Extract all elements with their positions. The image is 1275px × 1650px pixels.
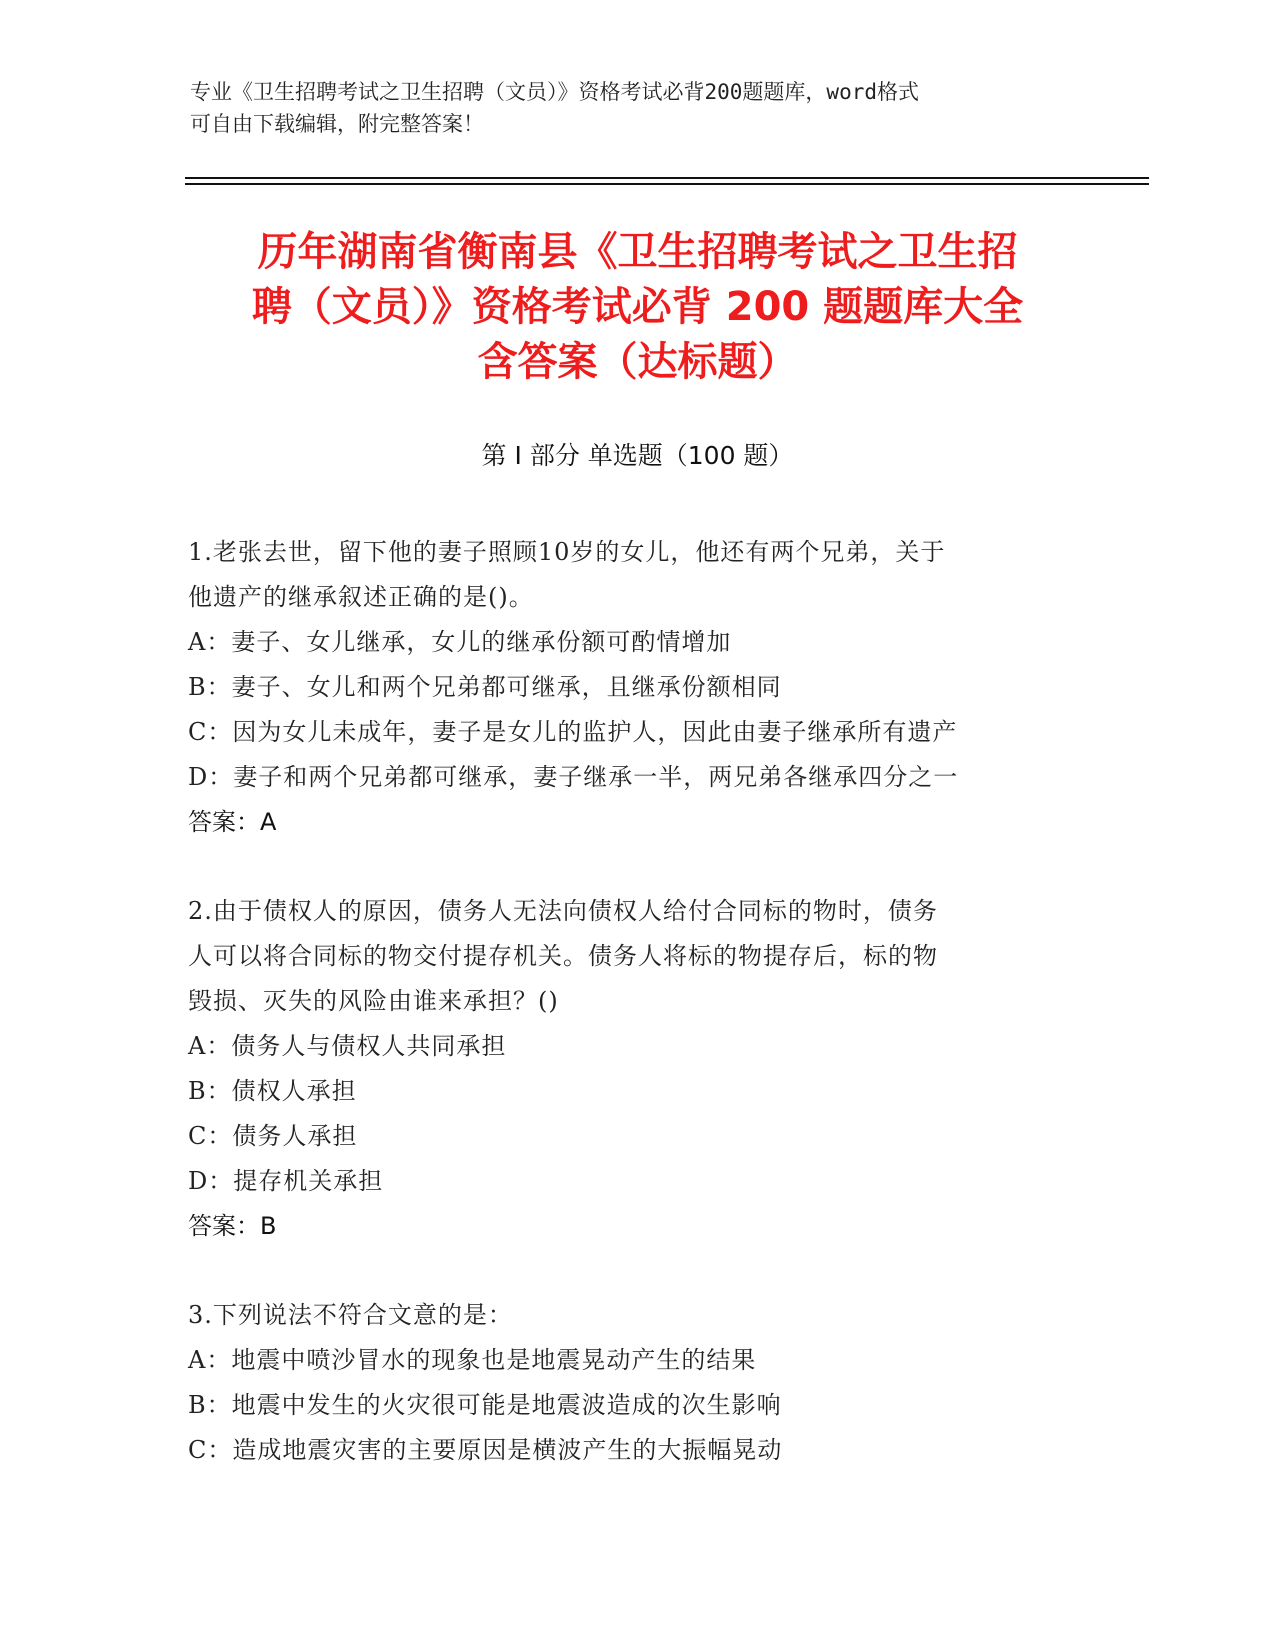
answer: 答案：B (188, 1212, 277, 1240)
question-stem: 毁损、灭失的风险由谁来承担？() (188, 987, 559, 1015)
header-note (190, 76, 1070, 140)
question-stem: 人可以将合同标的物交付提存机关。债务人将标的物提存后，标的物 (188, 942, 938, 970)
option-b: B：妻子、女儿和两个兄弟都可继承，且继承份额相同 (188, 673, 782, 701)
section-title: 第 I 部分 单选题（100 题） (481, 441, 794, 470)
question-list (188, 530, 1068, 1517)
question-2 (188, 889, 1068, 1249)
header-divider (185, 183, 1149, 185)
option-c: C：因为女儿未成年，妻子是女儿的监护人，因此由妻子继承所有遗产 (188, 718, 958, 746)
question-stem: 他遗产的继承叙述正确的是()。 (188, 583, 534, 611)
option-b: B：地震中发生的火灾很可能是地震波造成的次生影响 (188, 1391, 782, 1419)
answer: 答案：A (188, 808, 277, 836)
title-line: 历年湖南省衡南县《卫生招聘考试之卫生招 (257, 229, 1018, 275)
option-a: A：地震中喷沙冒水的现象也是地震晃动产生的结果 (188, 1346, 757, 1374)
title-line: 含答案（达标题） (477, 339, 798, 385)
document-title (195, 225, 1080, 390)
question-stem: 1.老张去世，留下他的妻子照顾10岁的女儿，他还有两个兄弟，关于 (188, 538, 946, 566)
option-c: C：造成地震灾害的主要原因是横波产生的大振幅晃动 (188, 1436, 783, 1464)
question-stem: 2.由于债权人的原因，债务人无法向债权人给付合同标的物时，债务 (188, 897, 938, 925)
option-d: D：提存机关承担 (188, 1167, 384, 1195)
option-a: A：妻子、女儿继承，女儿的继承份额可酌情增加 (188, 628, 732, 656)
option-a: A：债务人与债权人共同承担 (188, 1032, 507, 1060)
option-d: D：妻子和两个兄弟都可继承，妻子继承一半，两兄弟各继承四分之一 (188, 763, 959, 791)
question-3 (188, 1293, 1068, 1473)
option-b: B：债权人承担 (188, 1077, 357, 1105)
header-note-line: 专业《卫生招聘考试之卫生招聘（文员）》资格考试必背200题题库，word格式 (190, 80, 919, 104)
header-divider (185, 177, 1149, 179)
question-stem: 3.下列说法不符合文意的是： (188, 1301, 513, 1329)
question-1 (188, 530, 1068, 845)
title-line: 聘（文员）》资格考试必背 200 题题库大全 (251, 284, 1024, 330)
option-c: C：债务人承担 (188, 1122, 358, 1150)
header-note-line: 可自由下载编辑，附完整答案！ (190, 112, 484, 136)
